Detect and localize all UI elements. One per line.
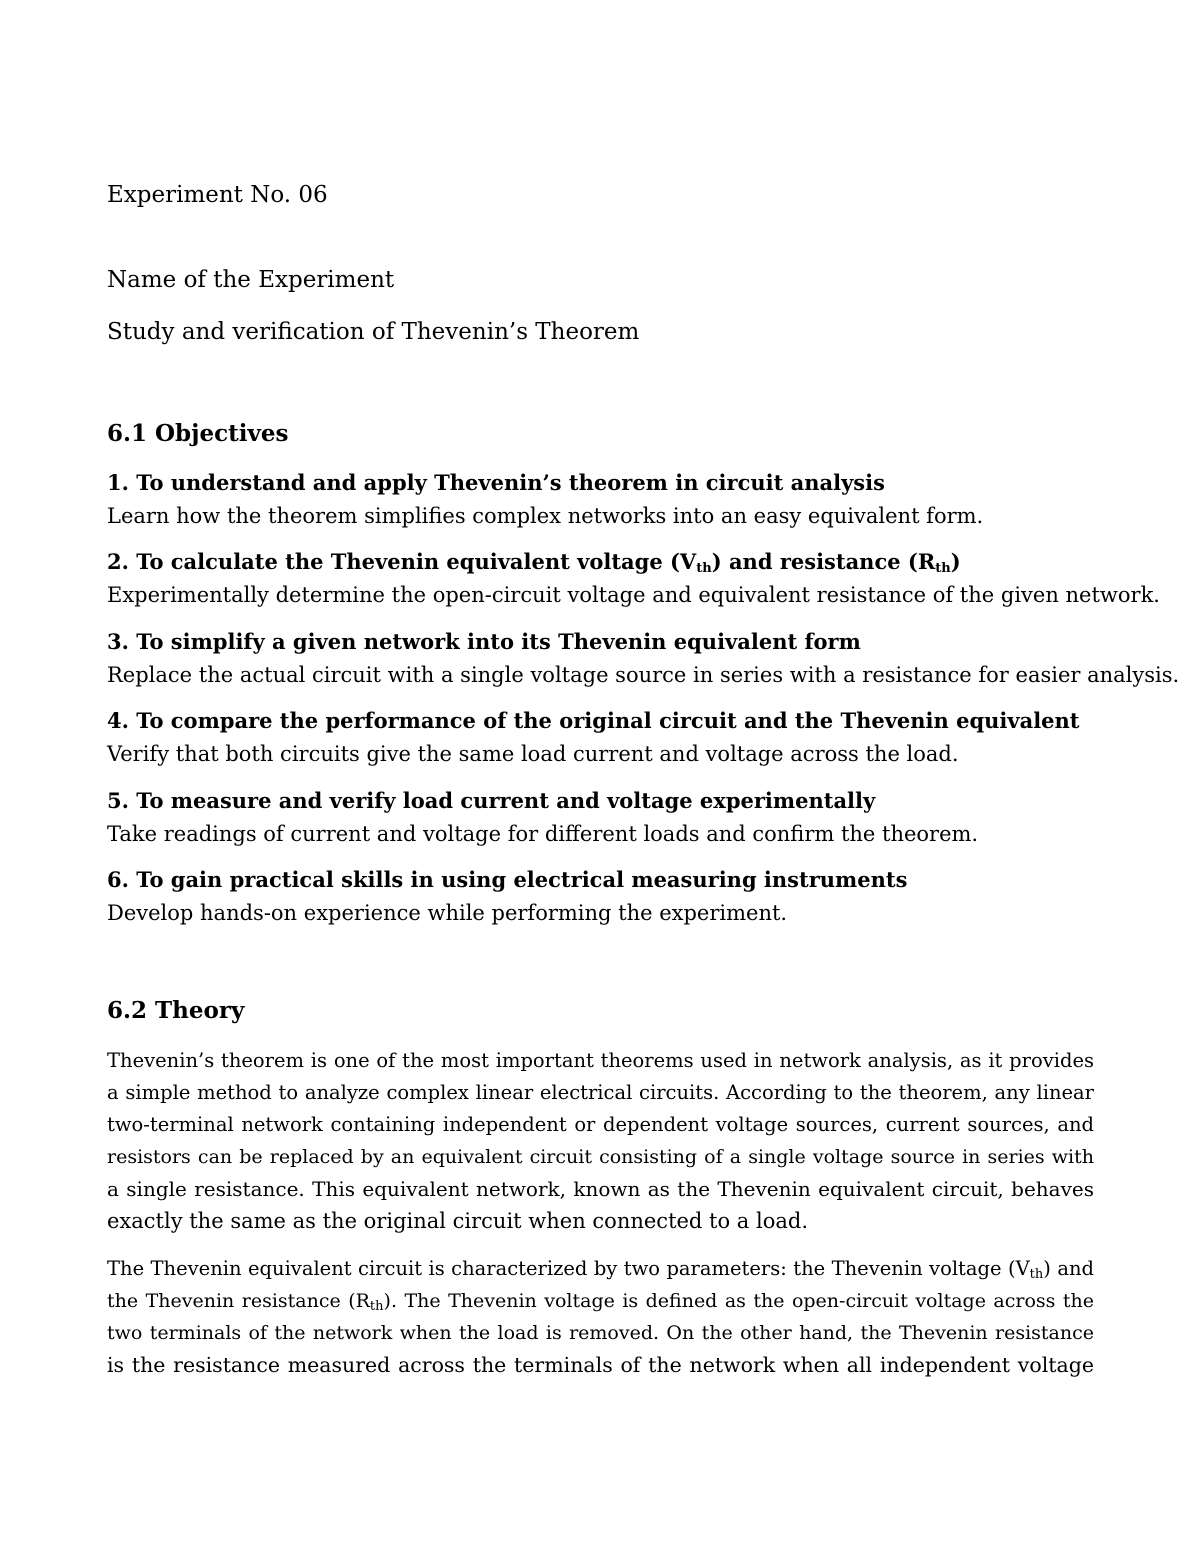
objectives-heading: 6.1 Objectives: [107, 420, 289, 447]
objective-2-title-sub-1: th: [696, 561, 712, 576]
theory-p2-line-3: two terminals of the network when the load is removed. On the other hand, the Thevenin resistance: [107, 1322, 1094, 1344]
theory-p1-line-3: two-terminal network containing independent or dependent voltage sources, current sources, and: [107, 1113, 1094, 1136]
theory-p2-line-1-part-a: The Thevenin equivalent circuit is characterized by two parameters: the Thevenin voltage (V: [107, 1257, 1030, 1280]
experiment-number: Experiment No. 06: [107, 182, 328, 208]
objective-2-title-part-a: 2. To calculate the Thevenin equivalent voltage (V: [107, 549, 697, 574]
theory-p2-rth-sub: th: [369, 1299, 384, 1314]
theory-p2-vth-sub: th: [1029, 1267, 1044, 1282]
objective-1-title: 1. To understand and apply Thevenin’s theorem in circuit analysis: [107, 470, 885, 495]
objective-5-title: 5. To measure and verify load current and voltage experimentally: [107, 788, 876, 813]
objective-1-desc: Learn how the theorem simplifies complex networks into an easy equivalent form.: [107, 504, 984, 528]
objective-3-desc: Replace the actual circuit with a single voltage source in series with a resistance for easier analysis.: [107, 663, 1180, 687]
objective-5-desc: Take readings of current and voltage for different loads and confirm the theorem.: [107, 822, 979, 846]
objective-6-title: 6. To gain practical skills in using electrical measuring instruments: [107, 867, 908, 892]
objective-2-desc: Experimentally determine the open-circuit voltage and equivalent resistance of the given network.: [107, 583, 1160, 607]
theory-p2-line-1-part-b: ) and: [1043, 1257, 1094, 1280]
theory-p2-line-2-part-b: ). The Thevenin voltage is defined as the open-circuit voltage across the: [383, 1290, 1094, 1312]
experiment-name-heading: Name of the Experiment: [107, 267, 395, 293]
theory-heading: 6.2 Theory: [107, 997, 245, 1024]
theory-p2-line-1: [107, 1255, 1094, 1283]
theory-p2-line-2: [107, 1287, 1094, 1315]
theory-p2-line-4: is the resistance measured across the terminals of the network when all independent voltage: [107, 1353, 1094, 1377]
objective-2-title-part-b: ) and resistance (R: [711, 549, 936, 574]
objective-2-title-part-c: ): [950, 549, 961, 574]
theory-p1-line-5: a single resistance. This equivalent network, known as the Thevenin equivalent circuit, behaves: [107, 1177, 1094, 1201]
objective-2-title: [107, 548, 961, 576]
objective-3-title: 3. To simplify a given network into its Thevenin equivalent form: [107, 629, 861, 654]
objective-4-desc: Verify that both circuits give the same load current and voltage across the load.: [107, 742, 959, 766]
experiment-name-value: Study and verification of Thevenin’s Theorem: [107, 319, 640, 345]
theory-p1-line-2: a simple method to analyze complex linear electrical circuits. According to the theorem, any linear: [107, 1081, 1094, 1104]
theory-p1-line-4: resistors can be replaced by an equivalent circuit consisting of a single voltage source in series with: [107, 1146, 1094, 1168]
objective-2-title-sub-2: th: [935, 561, 951, 576]
theory-p1-line-1: Thevenin’s theorem is one of the most important theorems used in network analysis, as it provides: [107, 1049, 1094, 1072]
objective-4-title: 4. To compare the performance of the original circuit and the Thevenin equivalent: [107, 708, 1080, 733]
theory-p2-line-2-part-a: the Thevenin resistance (R: [107, 1290, 370, 1312]
theory-p1-line-6: exactly the same as the original circuit when connected to a load.: [107, 1209, 808, 1233]
objective-6-desc: Develop hands-on experience while performing the experiment.: [107, 901, 788, 925]
